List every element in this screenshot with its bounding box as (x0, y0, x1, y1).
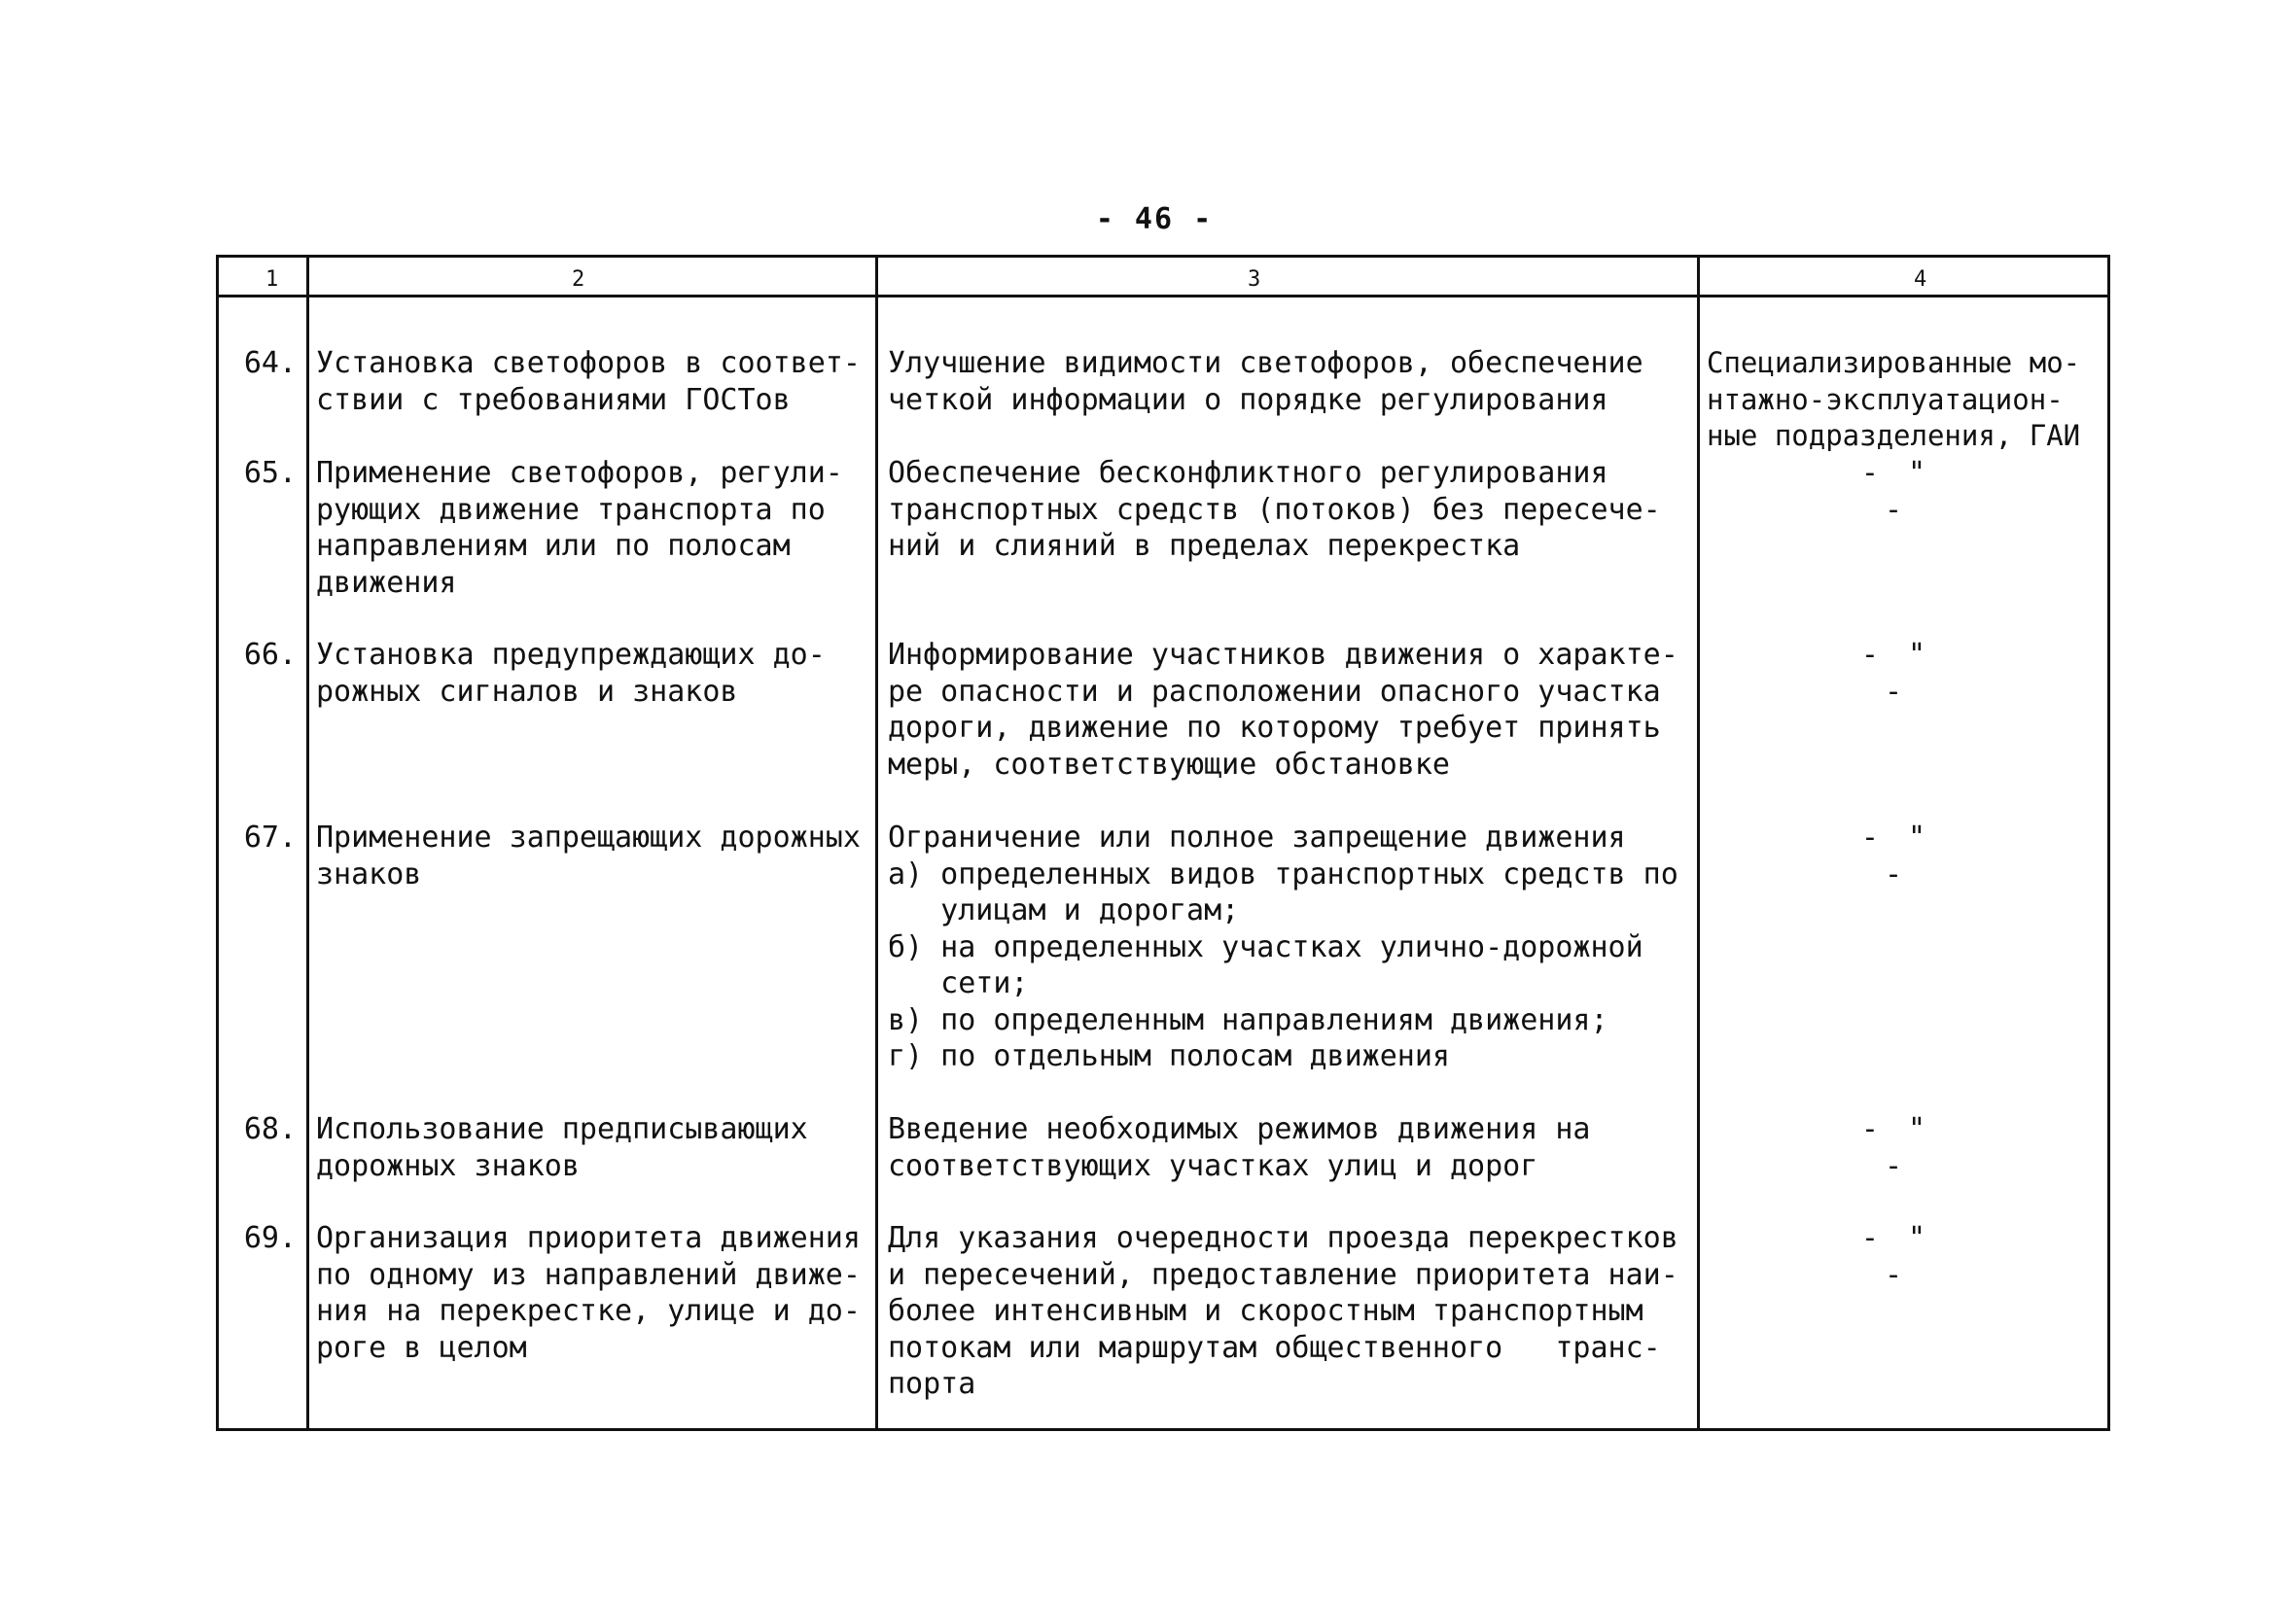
ditto-mark: - " - (1860, 1112, 1932, 1183)
row-number: 67. (243, 821, 297, 855)
row-number: 68. (243, 1112, 297, 1146)
result-text: Обеспечение бесконфликтного регулирования транспортных средств (потоков) без пересече- ний и слияний в пределах перекрестка (888, 456, 1661, 563)
row-number: 65. (243, 456, 297, 490)
ditto-mark: - " - (1860, 638, 1932, 709)
result-text: Улучшение видимости светофоров, обеспечение четкой информации о порядке регулирования (888, 346, 1643, 417)
measure-text: Установка светофоров в соответ- ствии с требованиями ГОСТов (316, 346, 861, 417)
measure-text: Применение запрещающих дорожных знаков (316, 821, 861, 891)
result-text: Для указания очередности проезда перекрестков и пересечений, предоставление приоритета наи- более интенсивным и скоростным транспортным потокам или маршрутам общественного транс- порта (888, 1221, 1678, 1401)
column-divider-1-2 (306, 258, 309, 1428)
measure-text: Установка предупреждающих до- рожных сигналов и знаков (316, 638, 826, 709)
column-number-3: 3 (1245, 269, 1263, 291)
measure-text: Применение светофоров, регули- рующих движение транспорта по направлениям или по полосам движения (316, 456, 843, 600)
header-rule (219, 295, 2107, 297)
row-number: 69. (243, 1221, 297, 1255)
column-number-4: 4 (1911, 269, 1929, 291)
column-divider-3-4 (1697, 258, 1700, 1428)
page-number: - 46 - (1095, 202, 1214, 236)
row-number: 64. (243, 346, 297, 380)
ditto-mark: - " - (1860, 1221, 1932, 1292)
executor-text: Специализированные мо- нтажно-эксплуатацион- ные подразделения, ГАИ (1707, 346, 2081, 452)
column-number-2: 2 (569, 269, 587, 291)
result-text: Информирование участников движения о характе- ре опасности и расположении опасного участка дороги, движение по которому требует принять меры, соответствующие обстановке (888, 638, 1678, 782)
column-number-1: 1 (263, 269, 281, 291)
ditto-mark: - " - (1860, 456, 1932, 527)
row-number: 66. (243, 638, 297, 672)
ditto-mark: - " - (1860, 821, 1932, 891)
measure-text: Использование предписывающих дорожных знаков (316, 1112, 808, 1183)
measure-text: Организация приоритета движения по одному из направлений движе- ния на перекрестке, улице и до- роге в целом (316, 1221, 861, 1365)
measures-table (216, 255, 2110, 1431)
result-text: Введение необходимых режимов движения на соответствующих участках улиц и дорог (888, 1112, 1591, 1183)
result-text: Ограничение или полное запрещение движения а) определенных видов транспортных средств по улицам и дорогам; б) на определенных участках улично-дорожной сети; в) по определенным направлениям движения; г) по отдельным полосам движения (888, 821, 1678, 1073)
column-divider-2-3 (875, 258, 878, 1428)
